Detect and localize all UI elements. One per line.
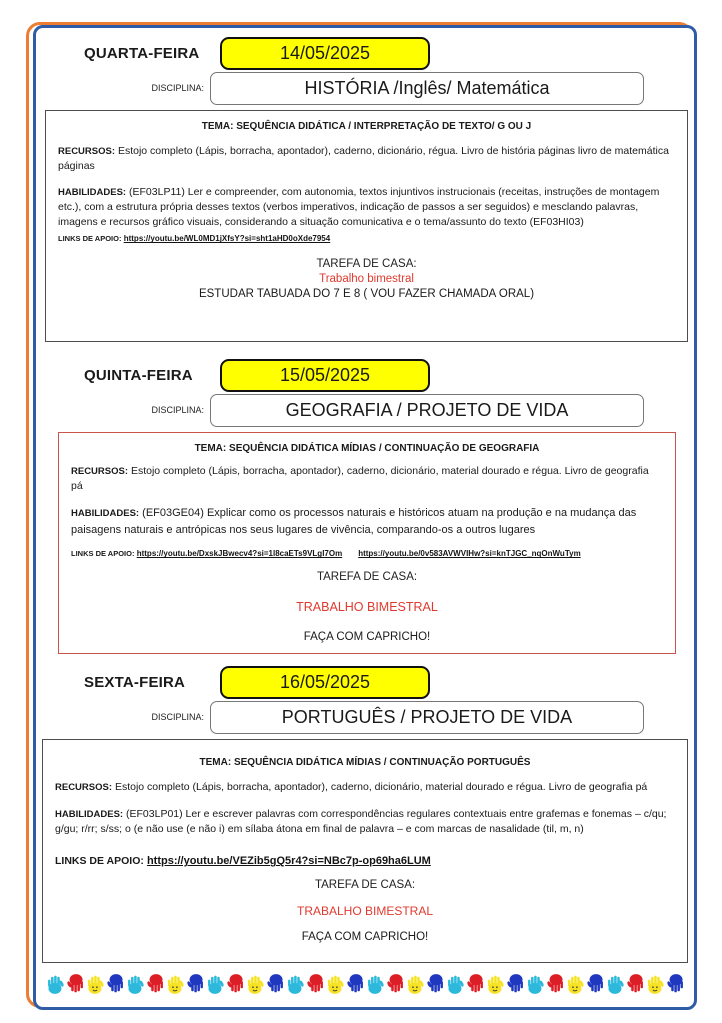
homework-title: TAREFA DE CASA: bbox=[316, 258, 417, 271]
cyan-hand-icon bbox=[526, 971, 545, 997]
links-row bbox=[55, 855, 675, 867]
links-label: LINKS DE APOIO: bbox=[55, 855, 144, 868]
homework-highlight: Trabalho bimestral bbox=[319, 273, 414, 286]
tema-label: TEMA: bbox=[201, 121, 234, 132]
habilidades-value: (EF03LP01) Ler e escrever palavras com correspondências regulares contextuais entre grafemas e fonemas – c/qu; g/gu; r/rr; s/ss; o (e não use (e não i) em sílaba átona em final de palavra – e com marcas de nasalidade (til, m, n) bbox=[55, 807, 667, 836]
red-hand-icon bbox=[626, 971, 645, 997]
cyan-hand-icon bbox=[606, 971, 625, 997]
disciplina-value: GEOGRAFIA / PROJETO DE VIDA bbox=[285, 399, 569, 420]
blue-hand-icon bbox=[186, 971, 205, 997]
lesson-plan-page bbox=[36, 28, 694, 1007]
habilidades-label: HABILIDADES: bbox=[58, 187, 127, 199]
red-hand-icon bbox=[386, 971, 405, 997]
yellow-smiley-hand-icon bbox=[486, 971, 505, 997]
date-text: 15/05/2025 bbox=[279, 364, 371, 385]
tema-label: TEMA: bbox=[194, 443, 227, 454]
lesson-content-box bbox=[45, 110, 688, 342]
support-link[interactable]: https://youtu.be/0v583AVWVIHw?si=knTJGC_nqOnWuTym bbox=[358, 549, 581, 559]
lesson-content-box bbox=[58, 432, 676, 654]
links-row bbox=[58, 234, 675, 243]
day-header-row bbox=[84, 38, 688, 68]
habilidades-paragraph bbox=[55, 807, 675, 839]
recursos-paragraph bbox=[55, 780, 675, 795]
day-section-quinta-feira bbox=[42, 360, 688, 654]
recursos-value: Estojo completo (Lápis, borracha, apontador), caderno, dicionário, material dourado e régua. Livro de geografia pá bbox=[114, 781, 648, 793]
links-row bbox=[71, 549, 663, 558]
homework-highlight: TRABALHO BIMESTRAL bbox=[296, 904, 434, 919]
tema-line bbox=[55, 757, 675, 768]
links-label: LINKS DE APOIO: bbox=[58, 234, 122, 244]
red-hand-icon bbox=[306, 971, 325, 997]
day-name-label: QUINTA-FEIRA bbox=[84, 366, 193, 384]
blue-hand-icon bbox=[666, 971, 685, 997]
homework-highlight: TRABALHO BIMESTRAL bbox=[296, 600, 438, 615]
blue-hand-icon bbox=[346, 971, 365, 997]
disciplina-box bbox=[210, 72, 644, 105]
red-hand-icon bbox=[546, 971, 565, 997]
red-hand-icon bbox=[226, 971, 245, 997]
day-section-sexta-feira bbox=[42, 667, 688, 963]
lesson-content-box bbox=[42, 739, 688, 963]
disciplina-row bbox=[42, 394, 688, 426]
date-text: 14/05/2025 bbox=[279, 42, 371, 63]
homework-title: TAREFA DE CASA: bbox=[316, 571, 418, 584]
habilidades-paragraph bbox=[58, 185, 675, 229]
day-name-label: SEXTA-FEIRA bbox=[84, 673, 186, 691]
blue-hand-icon bbox=[106, 971, 125, 997]
day-header-row bbox=[84, 360, 688, 390]
tema-value: SEQUÊNCIA DIDÁTICA MÍDIAS / CONTINUAÇÃO DE GEOGRAFIA bbox=[229, 443, 540, 454]
tema-label: TEMA: bbox=[199, 757, 232, 768]
red-hand-icon bbox=[466, 971, 485, 997]
disciplina-box bbox=[210, 701, 644, 734]
disciplina-value: HISTÓRIA /Inglês/ Matemática bbox=[304, 77, 550, 98]
yellow-smiley-hand-icon bbox=[246, 971, 265, 997]
day-header-row bbox=[84, 667, 688, 697]
recursos-paragraph bbox=[71, 464, 663, 493]
handprints-decoration-row bbox=[42, 970, 688, 998]
red-hand-icon bbox=[66, 971, 85, 997]
recursos-label: RECURSOS: bbox=[55, 782, 113, 793]
yellow-smiley-hand-icon bbox=[566, 971, 585, 997]
links-label: LINKS DE APOIO: bbox=[71, 549, 135, 559]
blue-hand-icon bbox=[266, 971, 285, 997]
blue-hand-icon bbox=[426, 971, 445, 997]
habilidades-value: (EF03LP11) Ler e compreender, com autonomia, textos injuntivos instrucionais (receitas, instruções de montagem etc.), com a estrutura própria desses textos (verbos imperativos, indicação de passos a ser seguidos) e mesclando palavras, imagens e recursos gráfico visuais, considerando a situação comunicativa e o tema/assunto do texto (EF03HI03) bbox=[58, 186, 660, 228]
blue-hand-icon bbox=[506, 971, 525, 997]
yellow-smiley-hand-icon bbox=[646, 971, 665, 997]
support-link[interactable]: https://youtu.be/WL0MD1jXfsY?si=sht1aHD0oXde7954 bbox=[123, 234, 331, 244]
red-hand-icon bbox=[146, 971, 165, 997]
cyan-hand-icon bbox=[286, 971, 305, 997]
tema-line bbox=[71, 443, 663, 454]
yellow-smiley-hand-icon bbox=[326, 971, 345, 997]
homework-note: FAÇA COM CAPRICHO! bbox=[301, 931, 429, 944]
yellow-smiley-hand-icon bbox=[166, 971, 185, 997]
habilidades-value: (EF03GE04) Explicar como os processos naturais e históricos atuam na produção e na mudança das paisagens naturais e antrópicas nos seus lugares de vivência, comparando-os a outros lugares bbox=[71, 507, 637, 536]
cyan-hand-icon bbox=[206, 971, 225, 997]
disciplina-value: PORTUGUÊS / PROJETO DE VIDA bbox=[281, 706, 573, 727]
recursos-label: RECURSOS: bbox=[71, 466, 129, 477]
habilidades-paragraph bbox=[71, 505, 663, 538]
blue-hand-icon bbox=[586, 971, 605, 997]
disciplina-label: DISCIPLINA: bbox=[151, 712, 204, 722]
tema-value: SEQUÊNCIA DIDÁTICA / INTERPRETAÇÃO DE TEXTO/ G OU J bbox=[236, 121, 532, 132]
cyan-hand-icon bbox=[126, 971, 145, 997]
yellow-smiley-hand-icon bbox=[86, 971, 105, 997]
homework-title: TAREFA DE CASA: bbox=[314, 879, 416, 892]
date-box bbox=[220, 666, 430, 699]
disciplina-label: DISCIPLINA: bbox=[151, 83, 204, 93]
homework-note: FAÇA COM CAPRICHO! bbox=[303, 631, 431, 644]
tema-value: SEQUÊNCIA DIDÁTICA MÍDIAS / CONTINUAÇÃO PORTUGUÊS bbox=[233, 757, 531, 768]
habilidades-label: HABILIDADES: bbox=[71, 508, 140, 520]
day-name-label: QUARTA-FEIRA bbox=[84, 44, 200, 62]
date-text: 16/05/2025 bbox=[279, 671, 371, 692]
recursos-paragraph bbox=[58, 144, 675, 173]
support-link[interactable]: https://youtu.be/DxskJBwecv4?si=1l8caETs9VLgI7Om bbox=[136, 549, 343, 559]
day-section-quarta-feira bbox=[42, 38, 688, 342]
date-box bbox=[220, 359, 430, 392]
disciplina-row bbox=[42, 72, 688, 104]
support-link[interactable]: https://youtu.be/VEZib5gQ5r4?si=NBc7p-op69ha6LUM bbox=[146, 855, 431, 868]
disciplina-box bbox=[210, 394, 644, 427]
recursos-label: RECURSOS: bbox=[58, 146, 116, 157]
disciplina-row bbox=[42, 701, 688, 733]
recursos-value: Estojo completo (Lápis, borracha, apontador), caderno, dicionário, material dourado e régua. Livro de geografia pá bbox=[71, 465, 649, 492]
homework-note: ESTUDAR TABUADA DO 7 E 8 ( VOU FAZER CHAMADA ORAL) bbox=[198, 288, 535, 301]
recursos-value: Estojo completo (Lápis, borracha, apontador), caderno, dicionário, régua. Livro de história páginas livro de matemática páginas bbox=[58, 145, 669, 172]
cyan-hand-icon bbox=[446, 971, 465, 997]
cyan-hand-icon bbox=[46, 971, 65, 997]
disciplina-label: DISCIPLINA: bbox=[151, 405, 204, 415]
date-box bbox=[220, 37, 430, 70]
habilidades-label: HABILIDADES: bbox=[55, 808, 124, 820]
yellow-smiley-hand-icon bbox=[406, 971, 425, 997]
cyan-hand-icon bbox=[366, 971, 385, 997]
tema-line bbox=[58, 121, 675, 132]
